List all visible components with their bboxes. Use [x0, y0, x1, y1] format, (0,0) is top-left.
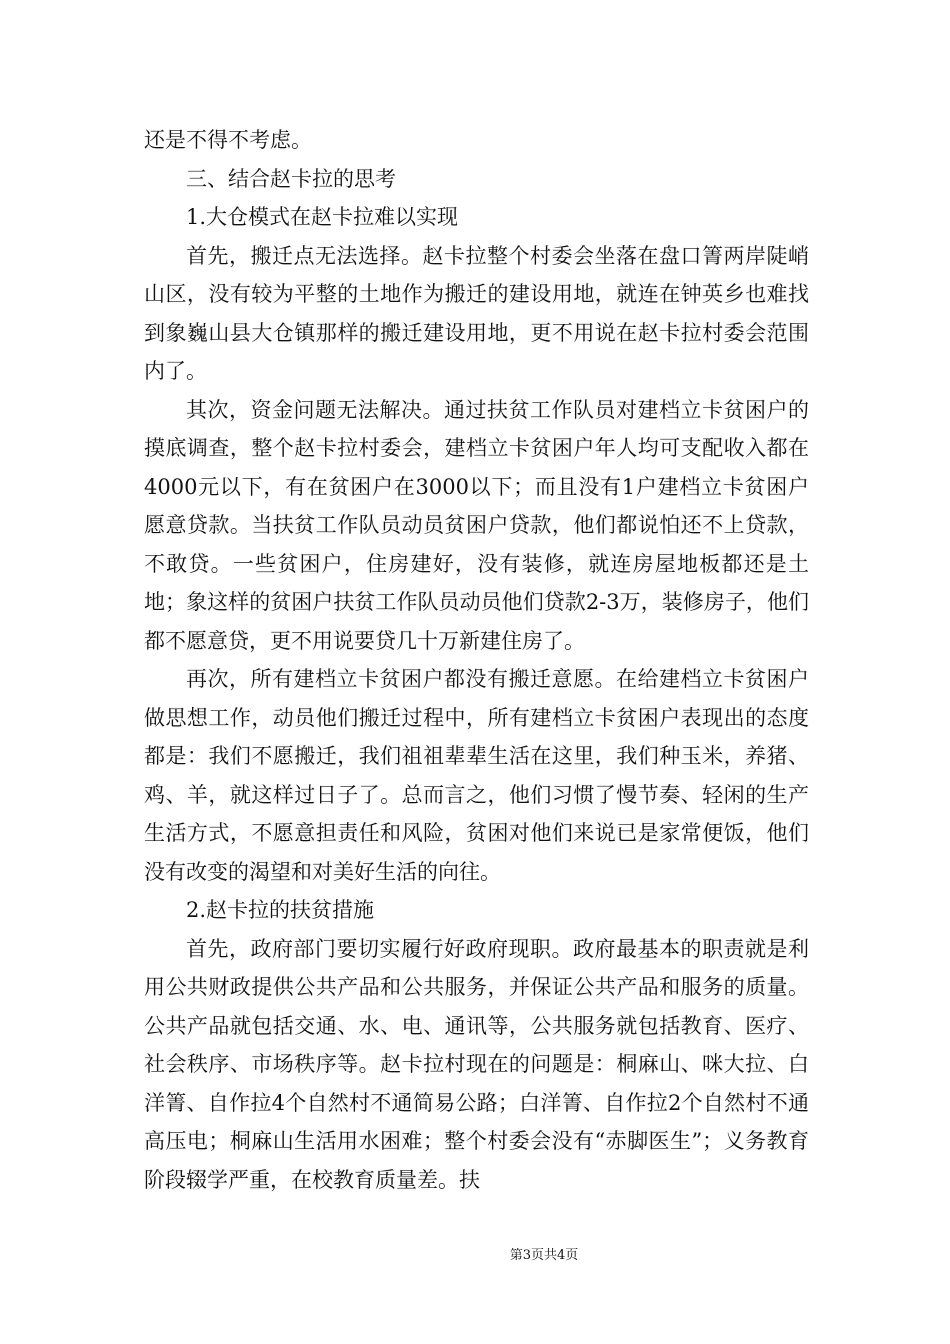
paragraph: 首先，政府部门要切实履行好政府现职。政府最基本的职责就是利用公共财政提供公共产品和公共服务，并保证公共产品和服务的质量。公共产品就包括交通、水、电、通讯等，公共服务就包括教育、医疗、社会秩序、市场秩序等。赵卡拉村现在的问题是：桐麻山、咪大拉、白洋箐、自作拉4个自然村不通简易公路；白洋箐、自作拉2个自然村不通高压电；桐麻山生活用水困难；整个村委会没有“赤脚医生”；义务教育阶段辍学严重，在校教育质量差。扶 — [144, 936, 809, 1192]
page-number: 第3页共4页 — [509, 1248, 579, 1263]
paragraph: 还是不得不考虑。 — [144, 128, 312, 152]
paragraph: 首先，搬迁点无法选择。赵卡拉整个村委会坐落在盘口箐两岸陡峭山区，没有较为平整的土地作为搬迁的建设用地，就连在钟英乡也难找到象巍山县大仓镇那样的搬迁建设用地，更不用说在赵卡拉村委会范围内了。 — [144, 243, 809, 383]
paragraph: 其次，资金问题无法解决。通过扶贫工作队员对建档立卡贫困户的摸底调查，整个赵卡拉村委会，建档立卡贫困户年人均可支配收入都在4000元以下，有在贫困户在3000以下；而且没有1户建档立卡贫困户愿意贷款。当扶贫工作队员动员贫困户贷款，他们都说怕还不上贷款，不敢贷。一些贫困户，住房建好，没有装修，就连房屋地板都还是土地；象这样的贫困户扶贫工作队员动员他们贷款2-3万，装修房子，他们都不愿意贷，更不用说要贷几十万新建住房了。 — [144, 397, 809, 653]
subsection-heading: 2.赵卡拉的扶贫措施 — [186, 898, 375, 922]
document-body — [144, 121, 809, 1199]
paragraph: 再次，所有建档立卡贫困户都没有搬迁意愿。在给建档立卡贫困户做思想工作，动员他们搬迁过程中，所有建档立卡贫困户表现出的态度都是：我们不愿搬迁，我们祖祖辈辈生活在这里，我们种玉米，养猪、鸡、羊，就这样过日子了。总而言之，他们习惯了慢节奏、轻闲的生产生活方式，不愿意担责任和风险，贫困对他们来说已是家常便饭，他们没有改变的渴望和对美好生活的向往。 — [144, 667, 809, 884]
section-heading: 三、结合赵卡拉的思考 — [186, 166, 396, 191]
subsection-heading: 1.大仓模式在赵卡拉难以实现 — [186, 205, 459, 229]
